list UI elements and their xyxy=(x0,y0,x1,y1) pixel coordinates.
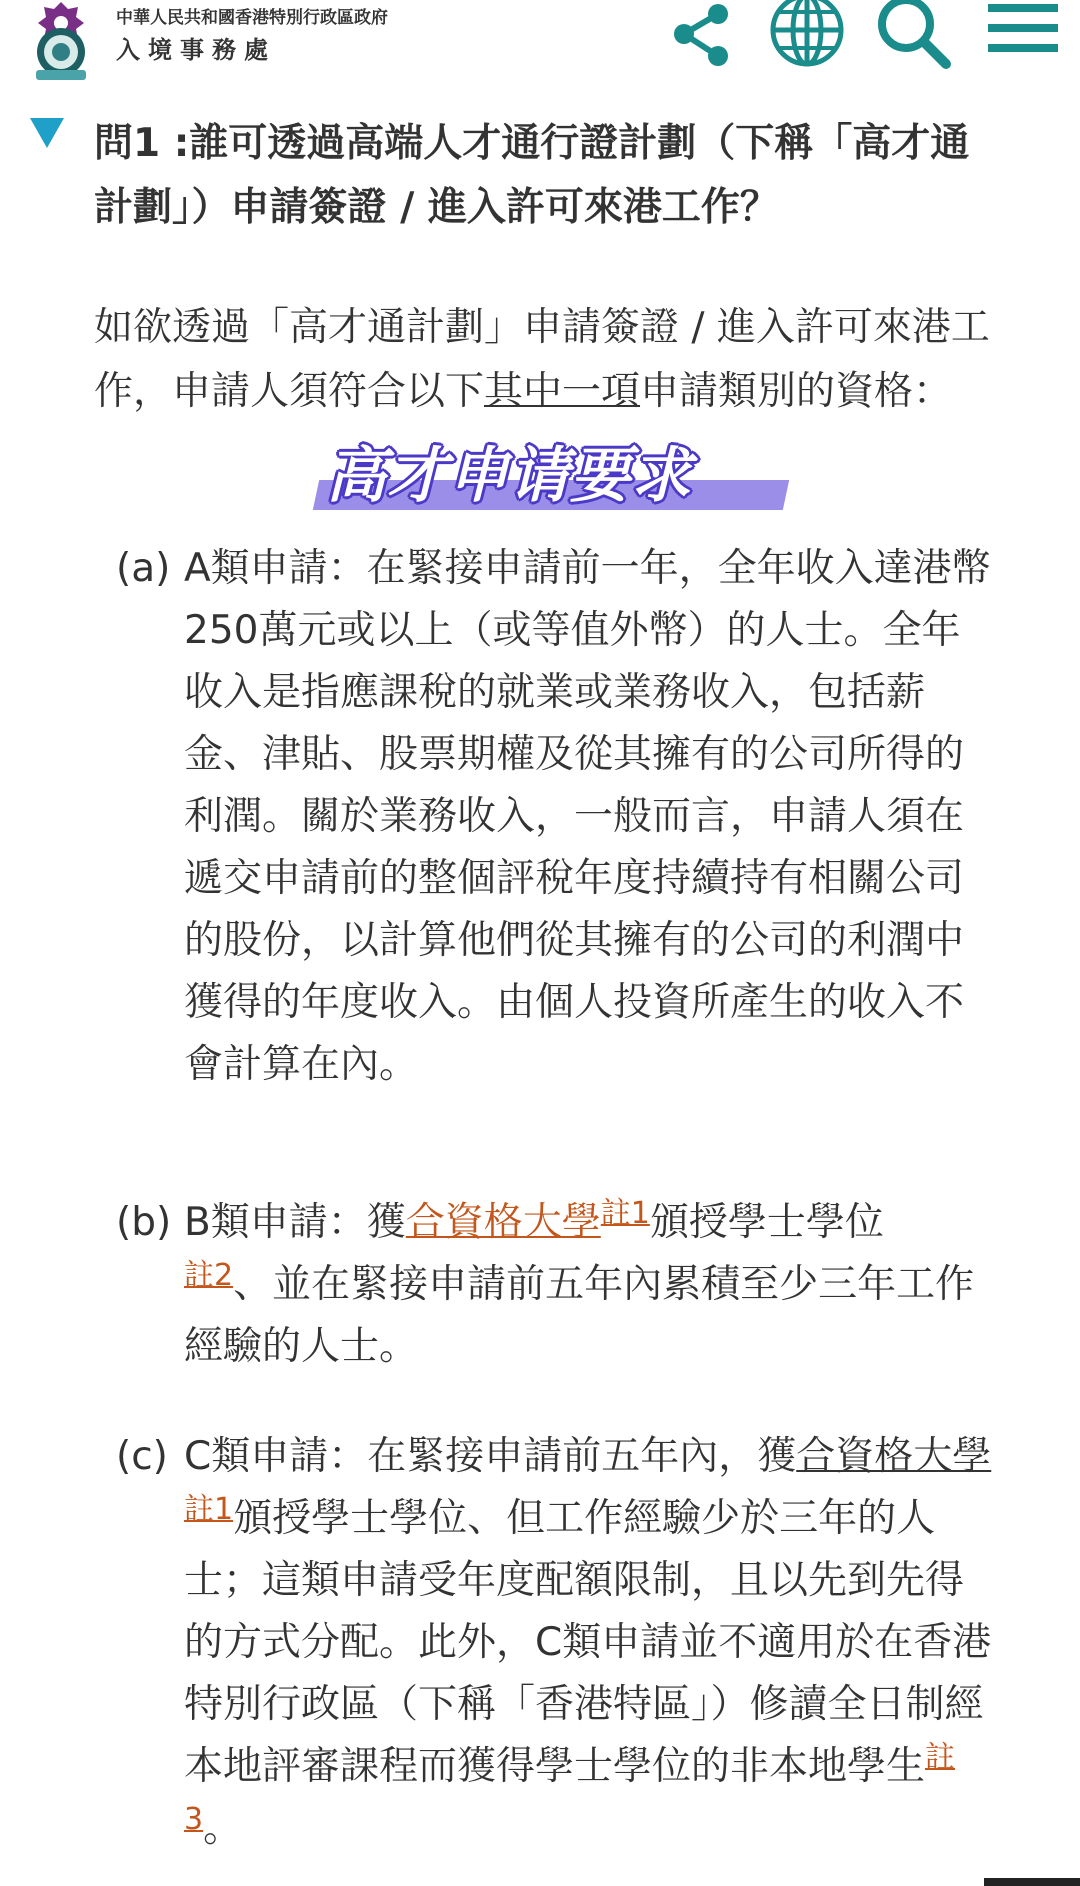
intro-text-before: 如欲透過「高才通計劃」申請簽證 / 進入許可來港工作，申請人須符合以下 xyxy=(94,305,990,414)
header-title-block xyxy=(116,6,388,66)
list-item-b xyxy=(116,1192,996,1378)
collapse-triangle-icon[interactable] xyxy=(30,118,64,150)
bottom-corner-bar xyxy=(984,1878,1080,1886)
government-name: 中華人民共和國香港特別行政區政府 xyxy=(116,8,388,28)
item-b-suffix: 、並在緊接申請前五年內累積至少三年工作經驗的人士。 xyxy=(184,1262,975,1369)
item-c-prefix: C類申請：在緊接申請前五年內，獲 xyxy=(184,1434,797,1479)
list-marker-b: (b) xyxy=(116,1200,172,1245)
intro-underlined-phrase: 其中一項 xyxy=(484,369,641,414)
immigration-crest-logo[interactable] xyxy=(24,0,98,82)
overlay-annotation xyxy=(316,432,786,524)
note-2-link[interactable]: 註2 xyxy=(184,1258,234,1293)
list-marker-c: (c) xyxy=(116,1434,168,1479)
list-item-a-text: A類申請：在緊接申請前一年，全年收入達港幣250萬元或以上（或等值外幣）的人士。全年收入是指應課稅的就業或業務收入，包括薪金、津貼、股票期權及從其擁有的公司所得的利潤。關於業務收入，一般而言，申請人須在遞交申請前的整個評稅年度持續持有相關公司的股份，以計算他們從其擁有的公司的利潤中獲得的年度收入。由個人投資所產生的收入不會計算在內。 xyxy=(184,546,991,1087)
share-icon[interactable] xyxy=(660,0,742,78)
department-name: 入境事務處 xyxy=(116,36,276,64)
item-c-middle: 頒授學士學位、但工作經驗少於三年的人士；這類申請受年度配額限制，且以先到先得的方式分配。此外，C類申請並不適用於在香港特別行政區（下稱「香港特區」）修讀全日制經本地評審課程而獲得學士學位的非本地學生 xyxy=(184,1496,992,1789)
list-item-c-text xyxy=(184,1426,996,1860)
item-b-middle: 頒授學士學位 xyxy=(649,1200,884,1245)
site-header xyxy=(0,0,1080,90)
menu-icon[interactable] xyxy=(982,0,1064,78)
item-c-suffix: 。 xyxy=(203,1806,243,1851)
intro-paragraph xyxy=(94,296,1004,424)
item-b-prefix: B類申請：獲 xyxy=(184,1200,406,1245)
note-3-link[interactable]: 註3 xyxy=(184,1740,956,1837)
list-item-b-text xyxy=(184,1192,996,1378)
note-1-link[interactable]: 註1 xyxy=(184,1492,234,1527)
search-icon[interactable] xyxy=(872,0,954,78)
globe-icon[interactable] xyxy=(766,0,848,78)
list-item-c xyxy=(116,1426,996,1860)
question-title[interactable]: 問1 :誰可透過高端人才通行證計劃（下稱「高才通計劃」）申請簽證 / 進入許可來港工作？ xyxy=(94,121,970,230)
qualified-university-text: 合資格大學 xyxy=(796,1434,992,1479)
note-1-link[interactable]: 註1 xyxy=(600,1196,650,1231)
intro-text-after: 申請類別的資格： xyxy=(640,369,953,414)
list-marker-a: (a) xyxy=(116,546,171,591)
overlay-annotation-text: 高才申请要求 xyxy=(326,441,692,511)
qualified-university-link[interactable]: 合資格大學 xyxy=(405,1200,601,1245)
list-item-a xyxy=(116,538,996,1096)
